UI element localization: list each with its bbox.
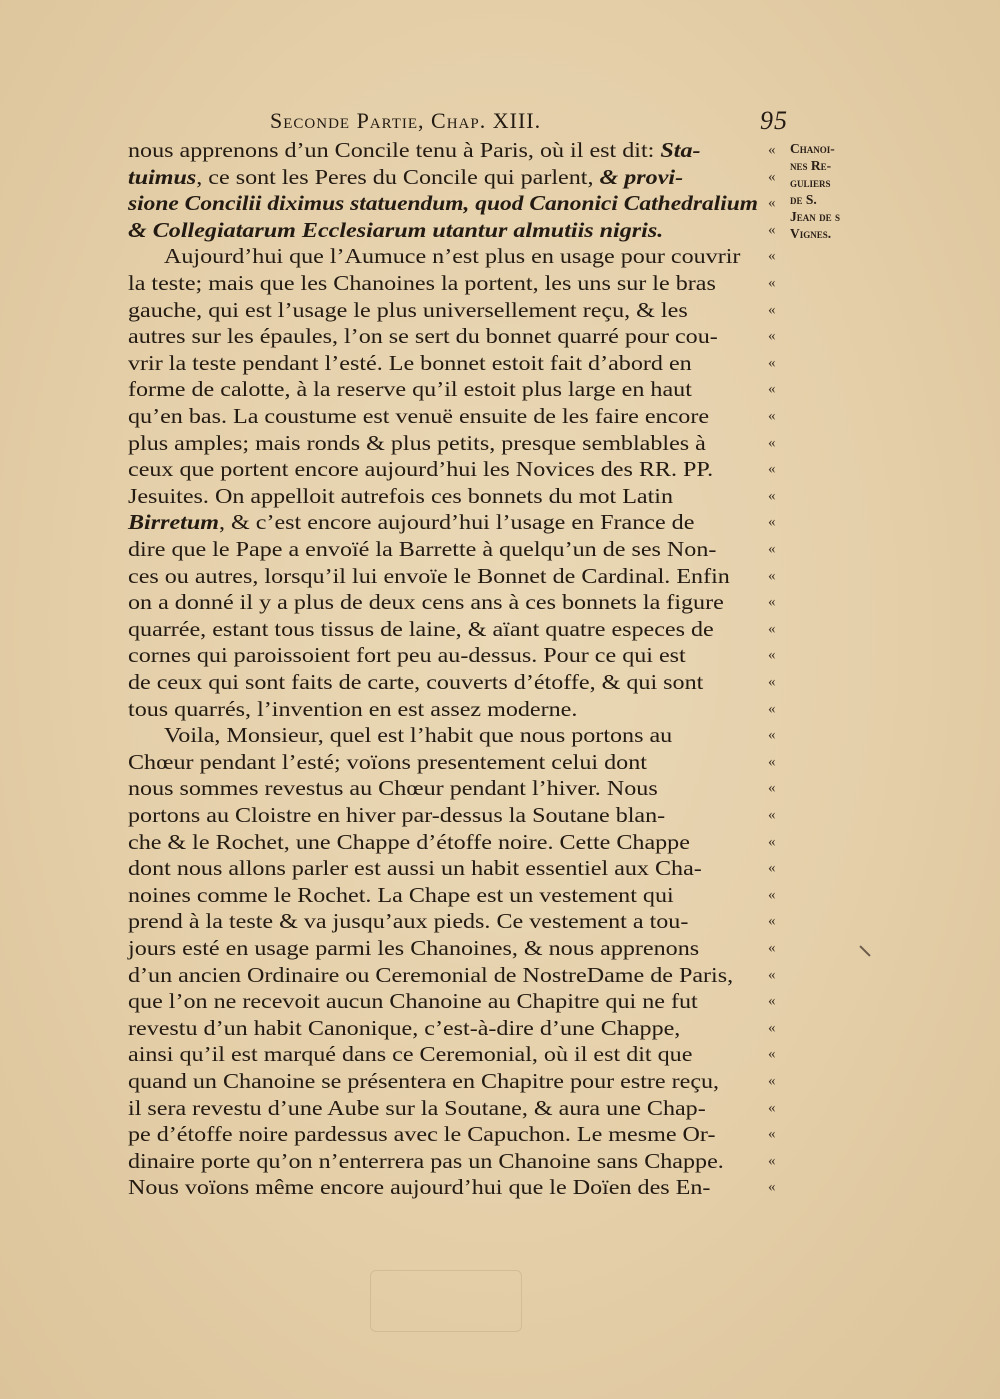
latin-phrase: & provi- xyxy=(599,164,684,189)
guillemet-mark: « xyxy=(768,860,776,877)
guillemet-mark: « xyxy=(768,886,776,903)
guillemet-mark: « xyxy=(768,1019,776,1036)
guillemet-mark: « xyxy=(768,1046,776,1063)
guillemet-mark: « xyxy=(768,674,776,690)
margin-note-line: nes Re- xyxy=(790,158,832,173)
latin-phrase: sione Concilii diximus statuendum, quod Canonici Cathedralium xyxy=(128,191,758,216)
guillemet-mark: « xyxy=(768,727,776,744)
running-title: Seconde Partie, Chap. XIII. xyxy=(270,108,542,133)
guillemet-mark: « xyxy=(768,1152,776,1169)
text-segment: dont nous allons parler est aussi un habit essentiel aux Cha- xyxy=(128,856,702,881)
text-line xyxy=(128,934,700,962)
text-line xyxy=(128,828,690,856)
text-line xyxy=(128,1173,711,1201)
text-line xyxy=(128,695,578,723)
text-segment: gauche, qui est l’usage le plus universellement reçu, & les xyxy=(128,297,688,322)
text-segment: Nous voïons même encore aujourd’hui que le Doïen des En- xyxy=(128,1175,711,1200)
margin-mark xyxy=(859,945,870,956)
text-line xyxy=(128,1014,681,1042)
text-segment: quand un Chanoine se présentera en Chapitre pour estre reçu, xyxy=(128,1069,720,1093)
latin-phrase: tuimus xyxy=(128,164,197,189)
guillemet-mark: « xyxy=(768,913,776,930)
text-line xyxy=(128,1040,693,1068)
guillemet-mark: « xyxy=(768,354,776,371)
text-segment: che & le Rochet, une Chappe d’étoffe noire. Cette Chappe xyxy=(128,829,690,854)
text-line xyxy=(128,269,716,297)
text-segment: nous apprenons d’un Concile tenu à Paris, où il est dit: xyxy=(128,138,661,162)
text-line xyxy=(128,1067,720,1095)
guillemet-mark: « xyxy=(768,594,776,611)
text-line xyxy=(128,961,734,989)
text-line xyxy=(128,615,714,643)
margin-note-line: Vignes. xyxy=(790,226,832,241)
text-line xyxy=(128,189,758,217)
text-segment: nous sommes revestus au Chœur pendant l’hiver. Nous xyxy=(128,776,658,801)
text-line xyxy=(128,1147,724,1175)
text-segment: la teste; mais que les Chanoines la portent, les uns sur le bras xyxy=(128,271,716,295)
text-line xyxy=(128,216,664,244)
guillemet-mark: « xyxy=(768,461,776,478)
text-line xyxy=(128,774,658,802)
text-line xyxy=(128,429,706,457)
text-line xyxy=(128,375,692,403)
text-line xyxy=(128,881,674,909)
margin-note xyxy=(790,140,880,242)
text-segment: dinaire porte qu’on n’enterrera pas un Chanoine sans Chappe. xyxy=(128,1148,724,1173)
guillemet-mark: « xyxy=(768,993,776,1010)
text-line xyxy=(128,296,688,324)
guillemet-mark: « xyxy=(768,248,776,265)
library-stamp xyxy=(370,1270,522,1332)
text-line xyxy=(128,322,718,350)
text-line xyxy=(128,482,674,510)
text-line xyxy=(128,163,684,191)
guillemet-mark: « xyxy=(768,1073,776,1089)
text-segment: Aujourd’hui que l’Aumuce n’est plus en usage pour couvrir xyxy=(164,244,741,269)
guillemet-mark: « xyxy=(768,940,776,956)
guillemet-mark: « xyxy=(768,620,776,637)
text-line xyxy=(128,508,695,536)
guillemet-mark: « xyxy=(768,381,776,398)
text-line xyxy=(128,402,710,430)
text-line xyxy=(128,748,647,776)
guillemet-mark: « xyxy=(768,168,776,185)
guillemet-mark: « xyxy=(768,1126,776,1143)
guillemet-mark: « xyxy=(768,301,776,318)
text-segment: il sera revestu d’une Aube sur la Soutane, & aura une Chap- xyxy=(128,1095,706,1120)
text-segment: que l’on ne recevoit aucun Chanoine au Chapitre qui ne fut xyxy=(128,989,698,1014)
guillemet-mark: « xyxy=(768,328,776,345)
guillemet-mark: « xyxy=(768,807,776,823)
text-segment: , ce sont les Peres du Concile qui parlent, xyxy=(196,164,600,189)
text-segment: ces ou autres, lorsqu’il lui envoïe le Bonnet de Cardinal. Enfin xyxy=(128,563,730,588)
guillemet-mark: « xyxy=(768,647,776,664)
text-line xyxy=(128,801,666,829)
text-line xyxy=(128,987,698,1015)
text-segment: quarrée, estant tous tissus de laine, & aïant quatre especes de xyxy=(128,616,714,641)
text-segment: , & c’est encore aujourd’hui l’usage en France de xyxy=(219,510,695,535)
guillemet-mark: « xyxy=(768,833,776,850)
text-segment: dire que le Pape a envoïé la Barrette à quelqu’un de ses Non- xyxy=(128,537,717,561)
guillemet-mark: « xyxy=(768,700,776,717)
text-segment: ainsi qu’il est marqué dans ce Ceremonial, où il est dit que xyxy=(128,1042,693,1067)
guillemet-mark: « xyxy=(768,142,776,158)
guillemet-mark: « xyxy=(768,195,776,212)
guillemet-mark: « xyxy=(768,1179,776,1196)
guillemet-mark: « xyxy=(768,966,776,983)
text-segment: de ceux qui sont faits de carte, couverts d’étoffe, & qui sont xyxy=(128,670,704,694)
text-segment: prend à la teste & va jusqu’aux pieds. Ce vestement a tou- xyxy=(128,909,689,934)
guillemet-mark: « xyxy=(768,275,776,291)
text-segment: jours esté en usage parmi les Chanoines, & nous apprenons xyxy=(128,936,700,960)
text-segment: autres sur les épaules, l’on se sert du bonnet quarré pour cou- xyxy=(128,324,718,349)
text-segment: qu’en bas. La coustume est venuë ensuite de les faire encore xyxy=(128,404,710,428)
margin-note-line: Jean de s xyxy=(790,209,841,224)
text-segment: d’un ancien Ordinaire ou Ceremonial de NostreDame de Paris, xyxy=(128,962,734,987)
guillemet-mark: « xyxy=(768,408,776,424)
text-segment: ceux que portent encore aujourd’hui les Novices des RR. PP. xyxy=(128,457,714,482)
text-segment: on a donné il y a plus de deux cens ans à ces bonnets la figure xyxy=(128,590,724,615)
guillemet-mark: « xyxy=(768,541,776,557)
text-line xyxy=(128,907,689,935)
margin-note-line: Chanoi- xyxy=(790,141,835,156)
text-line xyxy=(128,1120,716,1148)
text-segment: tous quarrés, l’invention en est assez moderne. xyxy=(128,696,578,721)
text-line xyxy=(128,588,724,616)
text-segment: cornes qui paroissoient fort peu au-dessus. Pour ce qui est xyxy=(128,643,686,668)
text-line xyxy=(128,136,701,164)
text-line xyxy=(164,721,673,749)
guillemet-mark: « xyxy=(768,1099,776,1116)
page-number: 95 xyxy=(760,106,788,135)
text-segment: Jesuites. On appelloit autrefois ces bonnets du mot Latin xyxy=(128,483,674,508)
text-segment: pe d’étoffe noire pardessus avec le Capuchon. Le mesme Or- xyxy=(128,1122,716,1147)
text-line xyxy=(128,1094,706,1122)
text-segment: plus amples; mais ronds & plus petits, presque semblables à xyxy=(128,430,706,455)
guillemet-mark: « xyxy=(768,221,776,238)
text-segment: portons au Cloistre en hiver par-dessus la Soutane blan- xyxy=(128,803,666,827)
guillemet-mark: « xyxy=(768,780,776,797)
text-segment: forme de calotte, à la reserve qu’il estoit plus large en haut xyxy=(128,377,692,402)
text-segment: vrir la teste pendant l’esté. Le bonnet estoit fait d’abord en xyxy=(128,350,692,375)
guillemet-mark: « xyxy=(768,514,776,531)
latin-phrase: Birretum xyxy=(128,510,219,535)
text-line xyxy=(128,535,717,563)
text-line xyxy=(128,349,692,377)
guillemet-mark: « xyxy=(768,567,776,584)
text-line xyxy=(164,242,741,270)
text-line xyxy=(128,854,702,882)
text-segment: Voila, Monsieur, quel est l’habit que nous portons au xyxy=(164,723,673,748)
text-line xyxy=(128,641,686,669)
text-line xyxy=(128,668,704,696)
text-segment: noines comme le Rochet. La Chape est un vestement qui xyxy=(128,882,674,907)
text-segment: Chœur pendant l’esté; voïons presentement celui dont xyxy=(128,749,647,774)
guillemet-mark: « xyxy=(768,753,776,770)
margin-note-line: de S. xyxy=(790,192,817,207)
latin-phrase: & Collegiatarum Ecclesiarum utantur almutiis nigris. xyxy=(128,217,664,242)
latin-phrase: Sta- xyxy=(660,138,701,162)
text-line xyxy=(128,455,714,483)
text-line xyxy=(128,562,730,590)
text-segment: revestu d’un habit Canonique, c’est-à-dire d’une Chappe, xyxy=(128,1015,681,1040)
margin-note-line: guliers xyxy=(790,175,831,190)
guillemet-mark: « xyxy=(768,487,776,504)
guillemet-mark: « xyxy=(768,434,776,451)
